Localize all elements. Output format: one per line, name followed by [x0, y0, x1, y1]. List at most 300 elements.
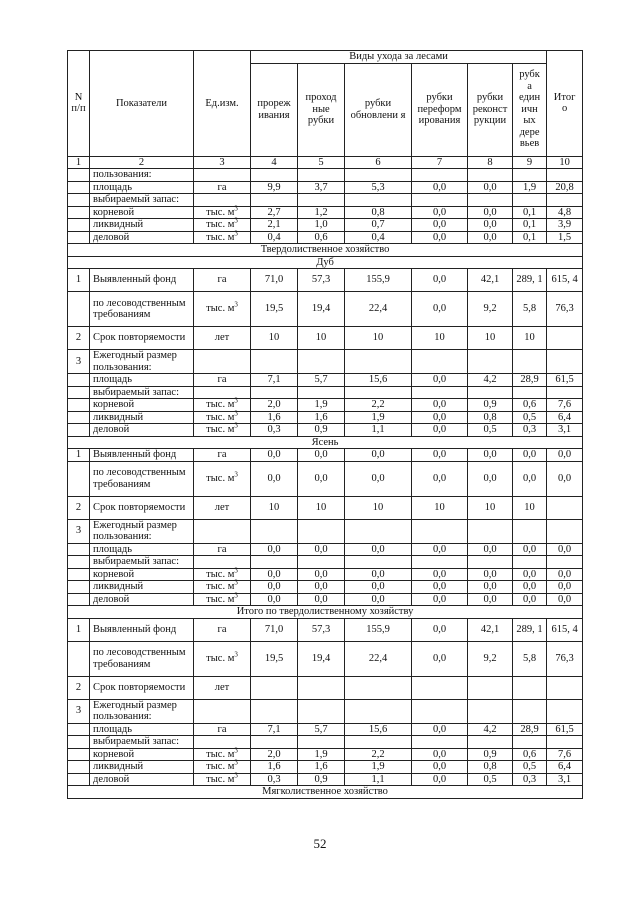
- row-value: [547, 736, 583, 749]
- table-row: [68, 169, 583, 182]
- row-label: корневой: [90, 399, 194, 412]
- row-number: [68, 194, 90, 207]
- row-value: [468, 350, 513, 374]
- row-value: 76,3: [547, 292, 583, 327]
- row-value: 0,0: [412, 181, 468, 194]
- row-value: [547, 327, 583, 350]
- row-number: [68, 723, 90, 736]
- row-value: 2,2: [345, 399, 412, 412]
- row-value: 0,0: [547, 449, 583, 462]
- row-value: [345, 736, 412, 749]
- table-row: [68, 568, 583, 581]
- unit-text: га: [217, 543, 227, 555]
- row-value: 0,0: [412, 761, 468, 774]
- row-label: пользования:: [90, 169, 194, 182]
- row-number: [68, 206, 90, 219]
- row-label: Ежегодный размер пользования:: [90, 519, 194, 543]
- row-unit: [194, 421, 251, 437]
- row-value: [345, 386, 412, 399]
- row-value: 1,0: [298, 219, 345, 232]
- row-value: [513, 386, 547, 399]
- row-label: выбираемый запас:: [90, 736, 194, 749]
- row-value: 57,3: [298, 269, 345, 292]
- row-value: 9,2: [468, 292, 513, 327]
- row-value: 10: [251, 327, 298, 350]
- row-value: 0,6: [513, 748, 547, 761]
- row-value: [345, 169, 412, 182]
- row-unit: [194, 206, 251, 219]
- row-unit: [194, 169, 251, 182]
- table-row: [68, 374, 583, 387]
- header-group: Виды ухода за лесами: [251, 51, 547, 64]
- row-unit: [194, 411, 251, 424]
- row-value: 22,4: [345, 641, 412, 676]
- row-value: 0,0: [412, 219, 468, 232]
- unit-text: га: [217, 449, 227, 460]
- table-body: [68, 169, 583, 799]
- row-value: 0,0: [513, 461, 547, 496]
- row-value: 19,5: [251, 292, 298, 327]
- unit-superscript: 3: [234, 409, 238, 417]
- row-value: [298, 386, 345, 399]
- row-value: [412, 194, 468, 207]
- row-number: [68, 219, 90, 232]
- row-value: 0,0: [468, 568, 513, 581]
- row-number: [68, 386, 90, 399]
- unit-superscript: 3: [234, 746, 238, 754]
- table-row: [68, 194, 583, 207]
- row-value: 1,1: [345, 424, 412, 437]
- row-value: 0,9: [298, 773, 345, 786]
- row-label: деловой: [90, 424, 194, 437]
- row-value: 61,5: [547, 374, 583, 387]
- row-number: 2: [68, 496, 90, 519]
- row-label: по лесоводственным требованиям: [90, 641, 194, 676]
- row-value: [345, 676, 412, 699]
- unit-superscript: 3: [234, 229, 238, 237]
- unit-superscript: 3: [234, 204, 238, 212]
- row-label: ликвидный: [90, 411, 194, 424]
- document-page: [67, 50, 582, 799]
- row-unit: [194, 519, 251, 543]
- row-value: 0,0: [345, 461, 412, 496]
- section-row: [68, 436, 583, 449]
- colnum-4: 4: [251, 156, 298, 169]
- row-label: Выявленный фонд: [90, 618, 194, 641]
- row-unit: [194, 216, 251, 232]
- row-value: 7,1: [251, 374, 298, 387]
- table-row: [68, 269, 583, 292]
- row-value: [513, 676, 547, 699]
- row-number: [68, 424, 90, 437]
- row-value: 10: [251, 496, 298, 519]
- row-label: по лесоводственным требованиям: [90, 292, 194, 327]
- colnum-1: 1: [68, 156, 90, 169]
- table-row: [68, 424, 583, 437]
- unit-superscript: 3: [234, 300, 238, 309]
- colnum-9: 9: [513, 156, 547, 169]
- row-number: 1: [68, 269, 90, 292]
- header-col-reconstruction: рубки реконст рукции: [468, 63, 513, 156]
- row-unit: [194, 461, 251, 496]
- unit-text: га: [217, 374, 227, 385]
- row-unit: [194, 181, 251, 194]
- row-number: [68, 374, 90, 387]
- row-value: 19,5: [251, 641, 298, 676]
- row-number: 1: [68, 618, 90, 641]
- row-value: 4,2: [468, 723, 513, 736]
- row-value: 0,8: [468, 411, 513, 424]
- row-label: площадь: [90, 374, 194, 387]
- row-label: Срок повторяемости: [90, 496, 194, 519]
- row-value: 0,0: [298, 581, 345, 594]
- row-unit: [194, 758, 251, 774]
- row-number: [68, 581, 90, 594]
- row-value: 1,9: [298, 399, 345, 412]
- row-value: 10: [345, 327, 412, 350]
- row-value: [345, 519, 412, 543]
- row-value: 0,0: [412, 231, 468, 244]
- row-value: 19,4: [298, 641, 345, 676]
- table-row: [68, 641, 583, 676]
- table-row: [68, 761, 583, 774]
- row-unit: [194, 593, 251, 606]
- row-value: 155,9: [345, 269, 412, 292]
- row-value: 0,9: [468, 748, 513, 761]
- row-value: [547, 350, 583, 374]
- row-value: [468, 699, 513, 723]
- row-value: 2,0: [251, 748, 298, 761]
- row-value: 0,0: [412, 374, 468, 387]
- row-label: Ежегодный размер пользования:: [90, 350, 194, 374]
- row-value: [513, 736, 547, 749]
- row-unit: [194, 556, 251, 569]
- row-value: 10: [298, 496, 345, 519]
- row-value: [547, 676, 583, 699]
- unit-text: тыс. м: [206, 773, 235, 785]
- colnum-7: 7: [412, 156, 468, 169]
- row-value: [298, 350, 345, 374]
- row-value: 0,3: [513, 773, 547, 786]
- table-row: [68, 496, 583, 519]
- row-value: [412, 386, 468, 399]
- row-number: [68, 169, 90, 182]
- unit-text: тыс. м: [206, 399, 235, 410]
- row-label: Срок повторяемости: [90, 676, 194, 699]
- unit-superscript: 3: [234, 650, 238, 659]
- row-value: 0,0: [513, 543, 547, 556]
- row-value: 0,0: [513, 568, 547, 581]
- unit-text: тыс. м: [206, 424, 235, 435]
- row-value: [513, 194, 547, 207]
- row-value: 0,0: [298, 461, 345, 496]
- table-row: [68, 206, 583, 219]
- row-label: Срок повторяемости: [90, 327, 194, 350]
- row-label: выбираемый запас:: [90, 386, 194, 399]
- row-number: [68, 411, 90, 424]
- colnum-5: 5: [298, 156, 345, 169]
- row-value: 0,4: [251, 231, 298, 244]
- row-value: [251, 386, 298, 399]
- row-value: 5,7: [298, 374, 345, 387]
- colnum-6: 6: [345, 156, 412, 169]
- header-col-reforming: рубки переформ ирования: [412, 63, 468, 156]
- section-title: Мягколиственное хозяйство: [68, 786, 583, 799]
- row-value: 0,0: [468, 449, 513, 462]
- row-value: 1,9: [298, 748, 345, 761]
- row-label: деловой: [90, 593, 194, 606]
- row-value: [468, 556, 513, 569]
- row-value: 5,7: [298, 723, 345, 736]
- row-value: 4,2: [468, 374, 513, 387]
- row-value: 3,9: [547, 219, 583, 232]
- page-number: 52: [313, 836, 327, 851]
- row-label: Выявленный фонд: [90, 269, 194, 292]
- unit-superscript: 3: [234, 421, 238, 430]
- row-value: 3,1: [547, 773, 583, 786]
- row-value: 0,0: [412, 399, 468, 412]
- row-value: 0,0: [468, 219, 513, 232]
- row-number: 3: [68, 699, 90, 723]
- row-value: [345, 556, 412, 569]
- row-value: [547, 194, 583, 207]
- row-value: 0,0: [412, 543, 468, 556]
- row-unit: [194, 723, 251, 736]
- unit-text: тыс. м: [206, 411, 235, 423]
- row-value: 0,0: [513, 581, 547, 594]
- row-value: 2,0: [251, 399, 298, 412]
- table-row: [68, 676, 583, 699]
- row-value: 0,0: [412, 411, 468, 424]
- row-value: 1,6: [298, 411, 345, 424]
- row-label: ликвидный: [90, 219, 194, 232]
- row-value: 0,0: [298, 543, 345, 556]
- row-number: 3: [68, 350, 90, 374]
- row-value: 4,8: [547, 206, 583, 219]
- row-value: [412, 556, 468, 569]
- unit-text: тыс. м: [206, 206, 235, 218]
- row-value: 0,1: [513, 206, 547, 219]
- row-value: 7,6: [547, 748, 583, 761]
- section-row: [68, 244, 583, 257]
- row-value: 0,0: [412, 618, 468, 641]
- row-value: 6,4: [547, 761, 583, 774]
- table-row: [68, 723, 583, 736]
- row-value: 0,0: [298, 449, 345, 462]
- row-label: ликвидный: [90, 581, 194, 594]
- unit-text: га: [217, 181, 227, 193]
- row-unit: [194, 543, 251, 556]
- row-value: 10: [412, 327, 468, 350]
- row-value: 10: [468, 496, 513, 519]
- row-value: [345, 699, 412, 723]
- row-unit: [194, 736, 251, 749]
- row-value: 0,3: [513, 424, 547, 437]
- row-value: 0,0: [251, 581, 298, 594]
- unit-text: тыс. м: [206, 303, 235, 315]
- row-value: 1,9: [513, 181, 547, 194]
- unit-superscript: 3: [234, 758, 238, 767]
- row-value: [298, 194, 345, 207]
- row-value: 1,9: [345, 411, 412, 424]
- unit-superscript: 3: [234, 771, 238, 779]
- table-row: [68, 699, 583, 723]
- row-value: [513, 519, 547, 543]
- row-value: 0,0: [513, 449, 547, 462]
- header-col-total: Итог о: [547, 51, 583, 157]
- unit-text: лет: [214, 681, 230, 693]
- unit-text: тыс. м: [206, 231, 235, 243]
- table-row: [68, 618, 583, 641]
- row-value: [547, 556, 583, 569]
- row-unit: [194, 350, 251, 374]
- row-value: [513, 699, 547, 723]
- row-value: 0,0: [468, 581, 513, 594]
- row-value: 0,0: [251, 568, 298, 581]
- row-value: [345, 194, 412, 207]
- row-value: 0,0: [547, 593, 583, 606]
- row-value: 0,3: [251, 773, 298, 786]
- unit-text: лет: [214, 332, 230, 344]
- row-value: [345, 350, 412, 374]
- section-title: Дуб: [68, 256, 583, 269]
- row-number: 3: [68, 519, 90, 543]
- section-row: [68, 606, 583, 619]
- unit-text: лет: [214, 501, 230, 513]
- row-value: 0,6: [298, 231, 345, 244]
- row-value: 0,0: [468, 231, 513, 244]
- unit-superscript: 3: [234, 470, 238, 479]
- row-value: [251, 556, 298, 569]
- row-value: 0,0: [468, 543, 513, 556]
- section-row: [68, 256, 583, 269]
- row-number: [68, 292, 90, 327]
- row-value: [547, 519, 583, 543]
- row-value: [547, 386, 583, 399]
- colnum-3: 3: [194, 156, 251, 169]
- table-row: [68, 773, 583, 786]
- row-value: [298, 519, 345, 543]
- row-value: 10: [468, 327, 513, 350]
- row-unit: [194, 568, 251, 581]
- row-value: 0,0: [547, 568, 583, 581]
- row-number: [68, 399, 90, 412]
- table-row: [68, 461, 583, 496]
- row-value: 1,1: [345, 773, 412, 786]
- row-label: по лесоводственным требованиям: [90, 461, 194, 496]
- row-value: 0,0: [345, 593, 412, 606]
- row-value: 19,4: [298, 292, 345, 327]
- row-label: выбираемый запас:: [90, 556, 194, 569]
- row-value: [251, 194, 298, 207]
- row-value: [468, 194, 513, 207]
- row-value: [412, 676, 468, 699]
- table-row: [68, 181, 583, 194]
- row-value: 0,0: [412, 568, 468, 581]
- section-row: [68, 786, 583, 799]
- row-number: [68, 231, 90, 244]
- row-value: 76,3: [547, 641, 583, 676]
- row-value: 57,3: [298, 618, 345, 641]
- row-value: 0,0: [547, 543, 583, 556]
- table-row: [68, 736, 583, 749]
- row-value: 20,8: [547, 181, 583, 194]
- unit-text: тыс. м: [206, 593, 235, 605]
- row-value: 7,1: [251, 723, 298, 736]
- row-value: [251, 350, 298, 374]
- row-label: корневой: [90, 748, 194, 761]
- row-value: 0,0: [412, 723, 468, 736]
- row-value: 10: [513, 496, 547, 519]
- row-value: 0,1: [513, 219, 547, 232]
- row-value: 22,4: [345, 292, 412, 327]
- row-value: [251, 736, 298, 749]
- row-value: 0,9: [298, 424, 345, 437]
- row-value: [298, 736, 345, 749]
- row-value: [412, 699, 468, 723]
- row-value: 42,1: [468, 618, 513, 641]
- header-np: N п/п: [68, 51, 90, 157]
- row-value: 0,0: [513, 593, 547, 606]
- row-label: корневой: [90, 568, 194, 581]
- row-value: 0,0: [412, 641, 468, 676]
- row-number: [68, 748, 90, 761]
- table-row: [68, 399, 583, 412]
- unit-text: тыс. м: [206, 219, 235, 230]
- row-unit: [194, 676, 251, 699]
- row-value: 155,9: [345, 618, 412, 641]
- row-number: 2: [68, 676, 90, 699]
- row-value: 1,2: [298, 206, 345, 219]
- unit-text: га: [217, 723, 227, 735]
- row-unit: [194, 641, 251, 676]
- table-row: [68, 411, 583, 424]
- row-value: 0,6: [513, 399, 547, 412]
- row-value: 0,8: [345, 206, 412, 219]
- row-number: [68, 641, 90, 676]
- row-value: 15,6: [345, 723, 412, 736]
- row-unit: [194, 269, 251, 292]
- row-value: 2,2: [345, 748, 412, 761]
- row-value: 5,8: [513, 292, 547, 327]
- row-value: 289, 1: [513, 618, 547, 641]
- row-value: 1,9: [345, 761, 412, 774]
- row-unit: [194, 327, 251, 350]
- unit-superscript: 3: [234, 216, 238, 225]
- unit-superscript: 3: [234, 396, 238, 405]
- row-value: 0,0: [412, 773, 468, 786]
- table-row: [68, 556, 583, 569]
- table-row: [68, 748, 583, 761]
- row-number: [68, 556, 90, 569]
- unit-text: тыс. м: [206, 472, 235, 484]
- table-row: [68, 593, 583, 606]
- unit-text: тыс. м: [206, 652, 235, 664]
- row-label: площадь: [90, 723, 194, 736]
- colnum-8: 8: [468, 156, 513, 169]
- table-row: [68, 292, 583, 327]
- table-row: [68, 231, 583, 244]
- section-title: Итого по твердолиственному хозяйству: [68, 606, 583, 619]
- row-value: 9,2: [468, 641, 513, 676]
- section-title: Твердолиственное хозяйство: [68, 244, 583, 257]
- row-value: 0,4: [345, 231, 412, 244]
- row-value: 0,0: [468, 206, 513, 219]
- row-value: [412, 169, 468, 182]
- unit-superscript: 3: [234, 578, 238, 587]
- row-value: [298, 699, 345, 723]
- row-value: 10: [298, 327, 345, 350]
